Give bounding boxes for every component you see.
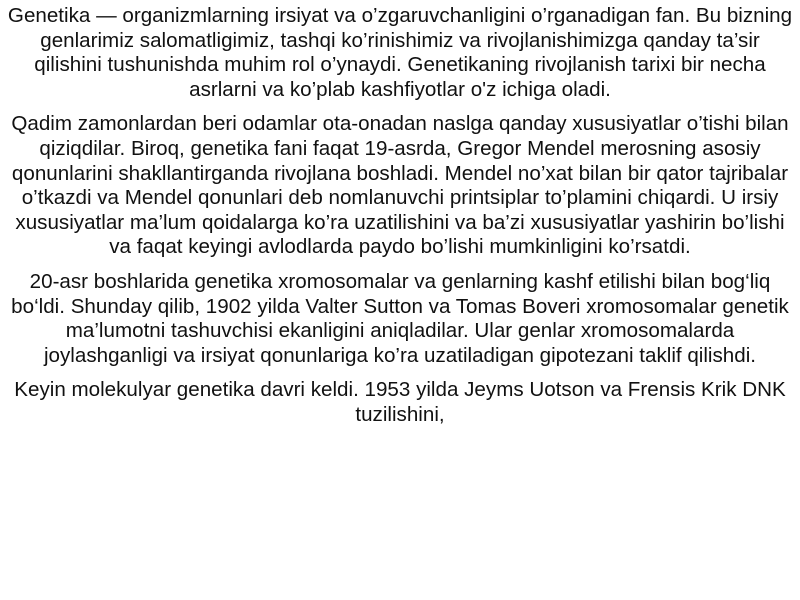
paragraph-molecular: Keyin molekulyar genetika davri keldi. 1953 yilda Jeyms Uotson va Frensis Krik DNK tuzilishini,: [14, 378, 786, 426]
paragraph-intro: Genetika — organizmlarning irsiyat va o’zgaruvchanligini o’rganadigan fan. Bu bizning genlarimiz salomatligimiz, tashqi ko’rinishimiz va rivojlanishimizga qanday ta’sir qilishini tushunishda muhim rol o’ynaydi. Genetikaning rivojlanish tarixi bir necha asrlarni va ko’plab kashfiyotlar o'z ichiga oladi.: [7, 4, 793, 101]
paragraph-mendel: Qadim zamonlardan beri odamlar ota-onadan naslga qanday xususiyatlar o’tishi bilan qiziqdilar. Biroq, genetika fani faqat 19-asrda, Gregor Mendel merosning asosiy qonunlarini shakllantirganda rivojlana boshladi. Mendel no’xat bilan bir qator tajribalar o’tkazdi va Mendel qonunlari deb nomlanuvchi printsiplar to’plamini chiqardi. U irsiy xususiyatlar ma’lum qoidalarga ko’ra uzatilishini va ba’zi xususiyatlar yashirin bo’lishi va faqat keyingi avlodlarda paydo bo’lishi mumkinligini ko’rsatdi.: [11, 112, 789, 259]
paragraph-chromosomes: 20-asr boshlarida genetika xromosomalar va genlarning kashf etilishi bilan bog‘liq bo‘ldi. Shunday qilib, 1902 yilda Valter Sutton va Tomas Boveri xromosomalar genetik ma’lumotni tashuvchisi ekanligini aniqladilar. Ular genlar xromosomalarda joylashganligi va irsiyat qonunlariga ko’ra uzatiladigan gipotezani taklif qilishdi.: [11, 269, 789, 367]
document-body: [6, 4, 794, 438]
